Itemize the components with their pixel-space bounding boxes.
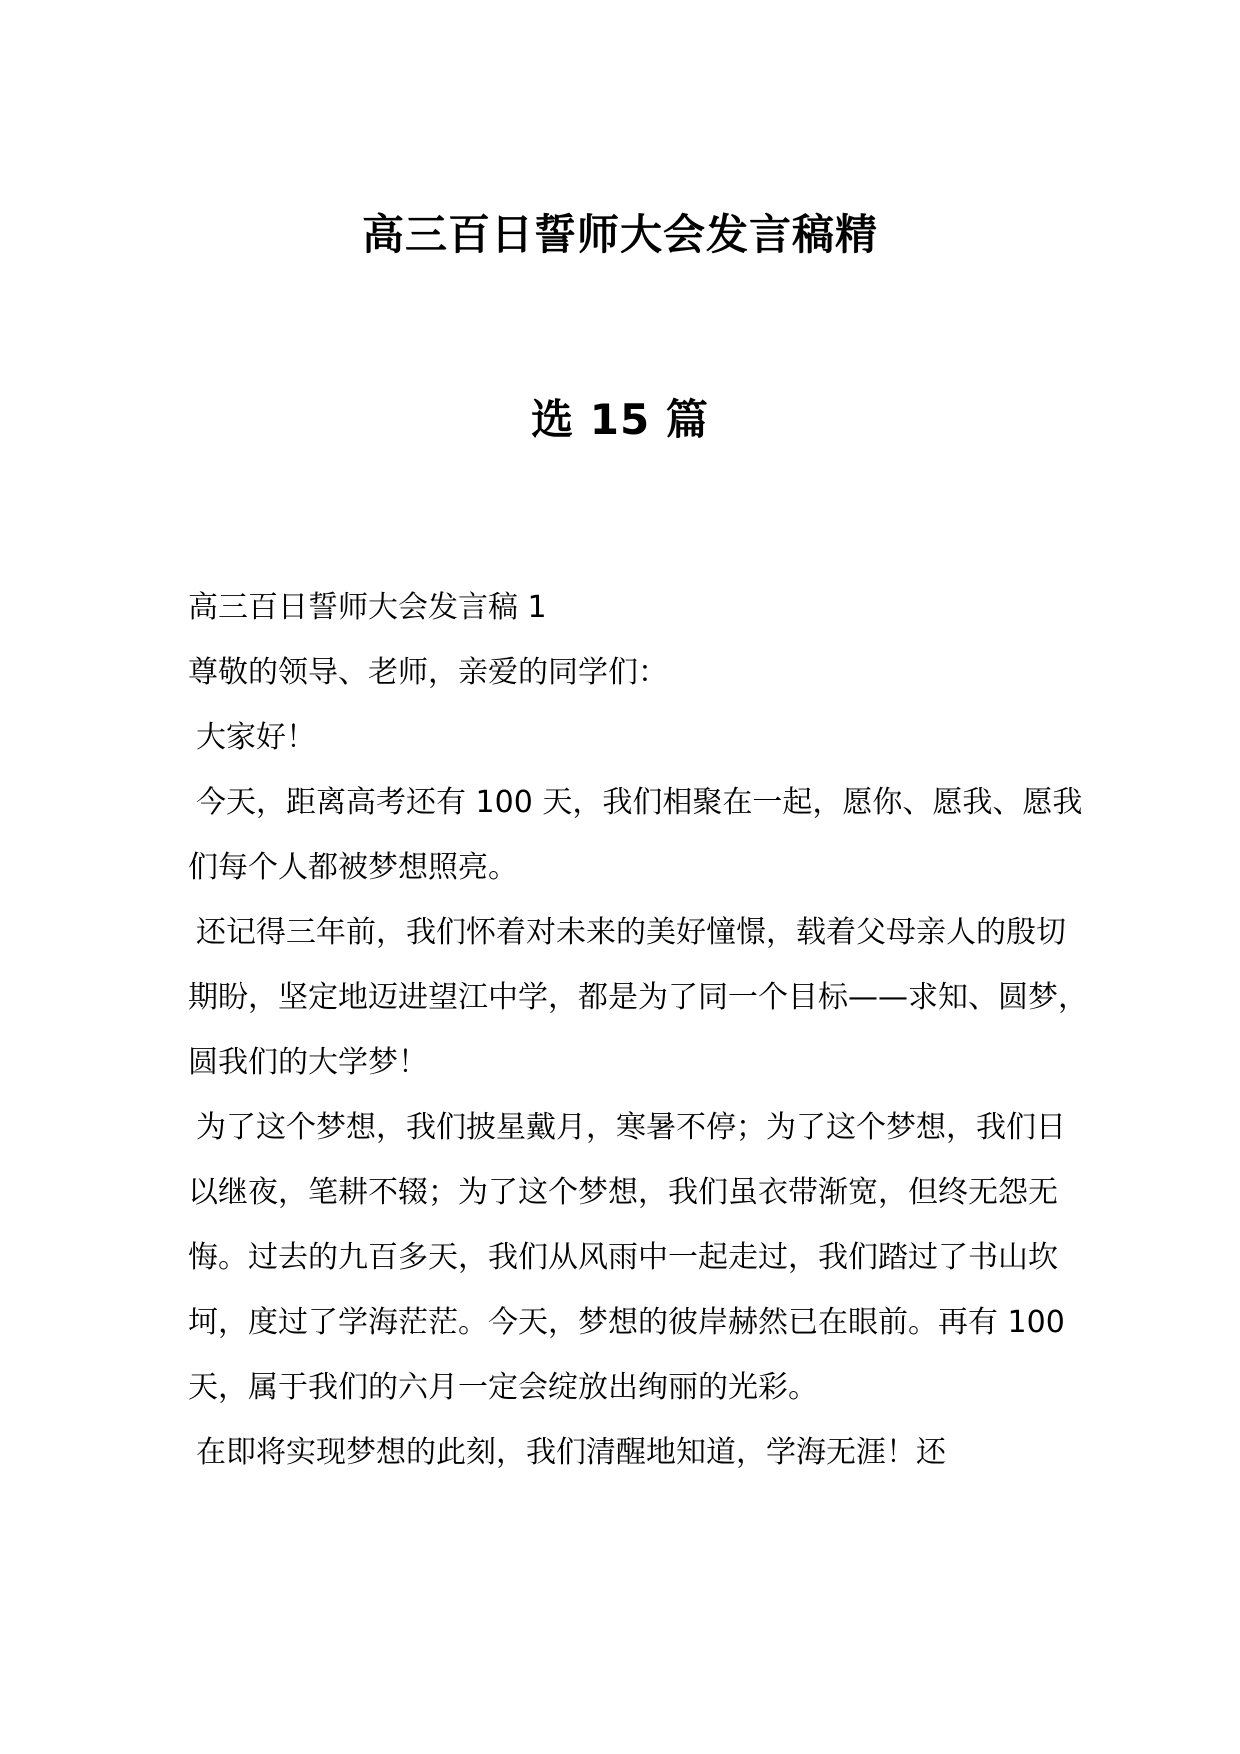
document-title-line-2: 选 15 篇: [531, 395, 709, 444]
paragraph: 今天，距离高考还有 100 天，我们相聚在一起，愿你、愿我、愿我们每个人都被梦想照亮。: [188, 785, 1083, 885]
paragraph: 在即将实现梦想的此刻，我们清醒地知道，学海无涯！还: [196, 1435, 946, 1470]
salutation: 尊敬的领导、老师，亲爱的同学们：: [188, 655, 668, 690]
greeting: 大家好！: [196, 720, 316, 755]
section-heading: 高三百日誓师大会发言稿 1: [188, 590, 547, 625]
paragraph: 为了这个梦想，我们披星戴月，寒暑不停；为了这个梦想，我们日以继夜，笔耕不辍；为了这个梦想，我们虽衣带渐宽，但终无怨无悔。过去的九百多天，我们从风雨中一起走过，我们踏过了书山坎坷，度过了学海茫茫。今天，梦想的彼岸赫然已在眼前。再有 100 天，属于我们的六月一定会绽放出绚丽的光彩。: [188, 1110, 1066, 1405]
document-body: [188, 575, 1088, 1485]
document-title-line-1: 高三百日誓师大会发言稿精: [361, 210, 878, 259]
paragraph: 还记得三年前，我们怀着对未来的美好憧憬，载着父母亲人的殷切期盼，坚定地迈进望江中学，都是为了同一个目标——求知、圆梦，圆我们的大学梦！: [188, 915, 1088, 1080]
